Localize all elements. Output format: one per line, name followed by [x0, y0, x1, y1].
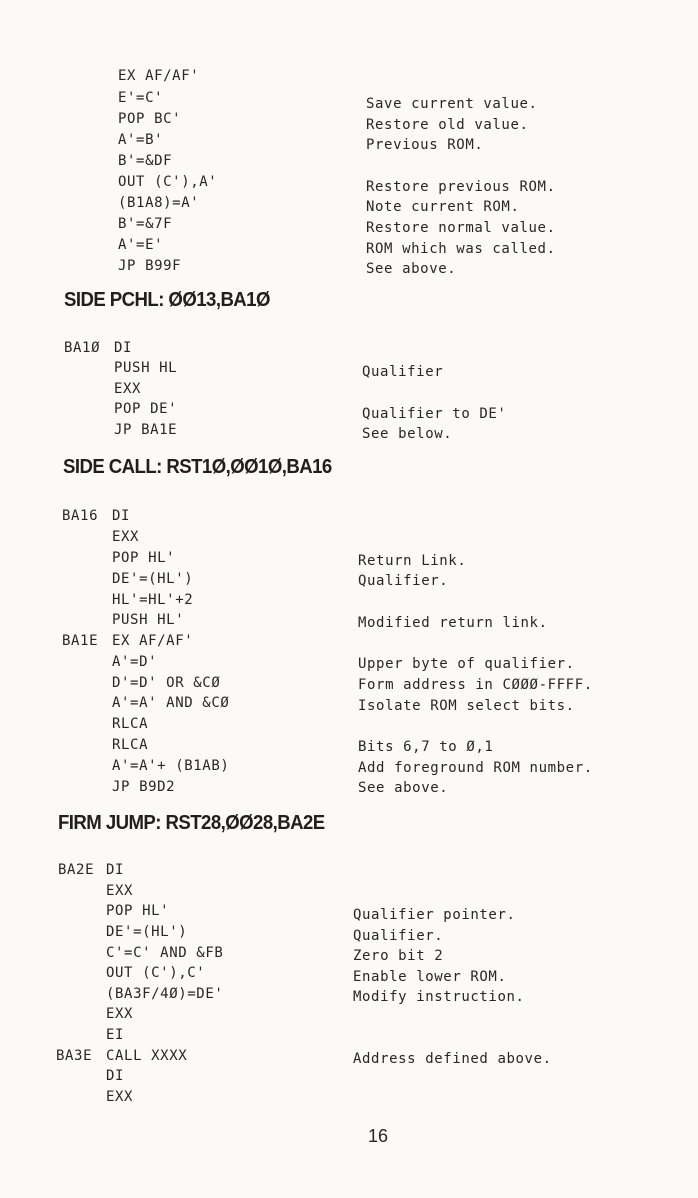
code-line: E'=C' — [118, 90, 164, 106]
code-line: DI — [114, 340, 133, 356]
comment-line: See below. — [362, 426, 453, 442]
comment-line: Qualifier. — [358, 573, 449, 589]
code-line: C'=C' AND &FB — [106, 945, 224, 961]
code-line: (B1A8)=A' — [118, 195, 200, 211]
comment-line: Restore previous ROM. — [366, 179, 556, 195]
comment-line: ROM which was called. — [366, 241, 556, 257]
address-label: BA1E — [62, 633, 99, 649]
code-line: POP HL' — [106, 903, 170, 919]
comment-line: Save current value. — [366, 96, 538, 112]
address-label: BA3E — [56, 1048, 93, 1064]
comment-line: Note current ROM. — [366, 199, 520, 215]
code-line: A'=A'+ (B1AB) — [112, 758, 230, 774]
code-line: DI — [112, 508, 131, 524]
address-label: BA16 — [62, 508, 99, 524]
code-line: A'=E' — [118, 237, 164, 253]
address-label: BA2E — [58, 862, 95, 878]
section-heading-side-call: SIDE CALL: RST1Ø,ØØ1Ø,BA16 — [63, 456, 332, 478]
comment-line: Qualifier. — [353, 928, 444, 944]
comment-line: Qualifier to DE' — [362, 406, 507, 422]
code-line: EX AF/AF' — [118, 68, 200, 84]
comment-line: See above. — [366, 261, 457, 277]
section-heading-side-pchl: SIDE PCHL: ØØ13,BA1Ø — [64, 289, 270, 311]
code-line: JP B99F — [118, 258, 182, 274]
code-line: B'=&DF — [118, 153, 173, 169]
comment-line: Upper byte of qualifier. — [358, 656, 575, 672]
code-line: DI — [106, 862, 125, 878]
code-line: OUT (C'),C' — [106, 965, 206, 981]
code-line: D'=D' OR &CØ — [112, 675, 221, 691]
comment-line: Modify instruction. — [353, 989, 525, 1005]
code-line: EXX — [106, 883, 134, 899]
code-line: DE'=(HL') — [106, 924, 188, 940]
code-line: DE'=(HL') — [112, 571, 194, 587]
page-number: 16 — [368, 1126, 389, 1146]
code-line: EXX — [106, 1089, 134, 1105]
code-line: PUSH HL — [114, 360, 178, 376]
comment-line: Qualifier pointer. — [353, 907, 516, 923]
code-line: OUT (C'),A' — [118, 174, 218, 190]
address-label: BA1Ø — [64, 340, 101, 356]
code-line: A'=B' — [118, 132, 164, 148]
code-line: DI — [106, 1068, 125, 1084]
code-line: B'=&7F — [118, 216, 173, 232]
code-line: EXX — [106, 1006, 134, 1022]
comment-line: Return Link. — [358, 553, 467, 569]
comment-line: Modified return link. — [358, 615, 548, 631]
comment-line: Previous ROM. — [366, 137, 484, 153]
code-line: RLCA — [112, 737, 149, 753]
code-line: JP B9D2 — [112, 779, 176, 795]
code-line: (BA3F/4Ø)=DE' — [106, 986, 224, 1002]
comment-line: Isolate ROM select bits. — [358, 698, 575, 714]
code-line: POP HL' — [112, 550, 176, 566]
comment-line: See above. — [358, 780, 449, 796]
code-line: EX AF/AF' — [112, 633, 194, 649]
code-line: PUSH HL' — [112, 612, 185, 628]
comment-line: Restore normal value. — [366, 220, 556, 236]
comment-line: Restore old value. — [366, 117, 529, 133]
comment-line: Enable lower ROM. — [353, 969, 507, 985]
comment-line: Address defined above. — [353, 1051, 552, 1067]
code-line: POP DE' — [114, 401, 178, 417]
code-line: EXX — [112, 529, 140, 545]
comment-line: Add foreground ROM number. — [358, 760, 593, 776]
code-line: EXX — [114, 381, 142, 397]
comment-line: Form address in CØØØ-FFFF. — [358, 677, 593, 693]
code-line: HL'=HL'+2 — [112, 592, 194, 608]
code-line: CALL XXXX — [106, 1048, 188, 1064]
code-line: A'=D' — [112, 654, 158, 670]
comment-line: Zero bit 2 — [353, 948, 444, 964]
code-line: POP BC' — [118, 111, 182, 127]
code-line: JP BA1E — [114, 422, 178, 438]
comment-line: Bits 6,7 to Ø,1 — [358, 739, 494, 755]
section-heading-firm-jump: FIRM JUMP: RST28,ØØ28,BA2E — [58, 812, 325, 834]
code-line: A'=A' AND &CØ — [112, 695, 230, 711]
code-line: RLCA — [112, 716, 149, 732]
comment-line: Qualifier — [362, 364, 444, 380]
code-line: EI — [106, 1027, 125, 1043]
